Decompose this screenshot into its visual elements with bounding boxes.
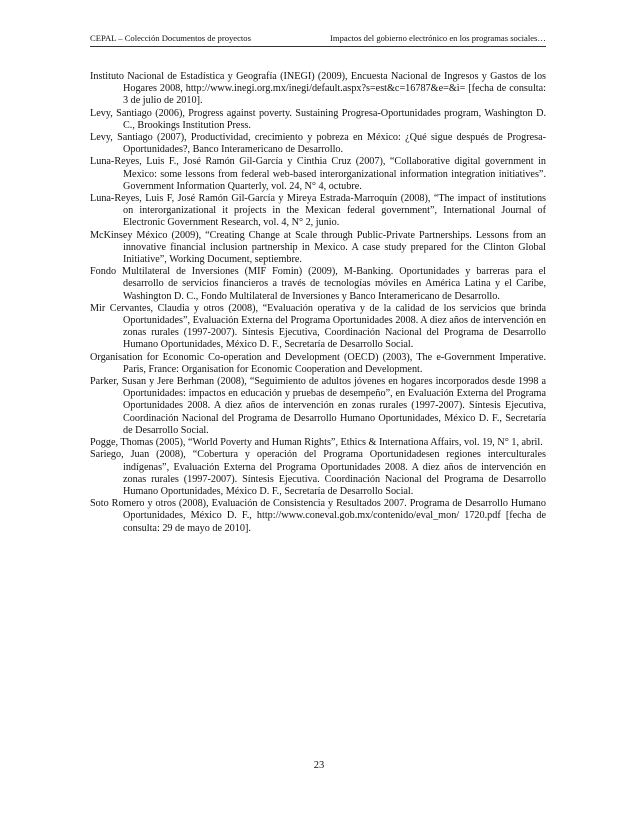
- bibliography-entry: McKinsey México (2009), “Creating Change at Scale through Public-Private Partnerships. Lessons from an innovative financial inclusion partnership in Mexico. A case study prepared for the Clinton Global Initiative”, Working Document, septiembre.: [90, 229, 546, 266]
- header-rule: [90, 46, 546, 47]
- bibliography-entry: Instituto Nacional de Estadística y Geografía (INEGI) (2009), Encuesta Nacional de Ingresos y Gastos de los Hogares 2008, http://www.inegi.org.mx/inegi/default.aspx?s=est&c=16787&e=&i= [fecha de consulta: 3 de julio de 2010].: [90, 71, 546, 107]
- bibliography-entry: Fondo Multilateral de Inversiones (MIF Fomin) (2009), M-Banking. Oportunidades y barreras para el desarrollo de servicios financieros a través de tecnologías móviles en América Latina y el Caribe, Washington D. C., Fondo Multilateral de Inversiones y Banco Interamericano de Desarrollo.: [90, 266, 546, 302]
- bibliography-entry: Sariego, Juan (2008), “Cobertura y operación del Programa Oportunidadesen regiones interculturales indígenas”, Evaluación Externa del Programa Oportunidades 2008. A diez años de intervención en zonas rurales (1997-2007). Síntesis Ejecutiva. Coordinación Nacional del Programa de Desarrollo Humano Oportunidades, México D. F., Secretaría de Desarrollo Social.: [90, 449, 546, 497]
- bibliography-entry: Mir Cervantes, Claudia y otros (2008), “Evaluación operativa y de la calidad de los servicios que brinda Oportunidades”, Evaluación Externa del Programa Oportunidades 2008. A diez años de intervención en zonas rurales (1997-2007). Síntesis Ejecutiva, Coordinación Nacional del Programa de Desarrollo Humano Oportunidades, México D. F., Secretaría de Desarrollo Social.: [90, 302, 546, 351]
- page-number: 23: [313, 760, 325, 771]
- bibliography-entry: Levy, Santiago (2006), Progress against poverty. Sustaining Progresa-Oportunidades program, Washington D. C., Brookings Institution Press.: [90, 107, 546, 131]
- bibliography-entry: Luna-Reyes, Luis F., José Ramón Gil-García y Cinthia Cruz (2007), “Collaborative digital government in Mexico: some lessons from federal web-based interorganizational information integration initiatives”. Government Information Quarterly, vol. 24, N° 4, octubre.: [90, 156, 546, 192]
- header-document-title: Impactos del gobierno electrónico en los programas sociales…: [330, 33, 546, 43]
- bibliography-entry: Organisation for Economic Co-operation and Development (OECD) (2003), The e-Government Imperative. Paris, France: Organisation for Economic Cooperation and Development.: [90, 351, 546, 375]
- bibliography-entry: Levy, Santiago (2007), Productividad, crecimiento y pobreza en México: ¿Qué sigue después de Progresa-Oportunidades?, Banco Interamericano de Desarrollo.: [90, 132, 546, 156]
- bibliography-entry: Pogge, Thomas (2005), “World Poverty and Human Rights”, Ethics & Internationa Affairs, vol. 19, N° 1, abril.: [90, 437, 543, 449]
- bibliography-entry: Parker, Susan y Jere Berhman (2008), “Seguimiento de adultos jóvenes en hogares incorporados desde 1998 a Oportunidades: impactos en educación y pruebas de desempeño”, en Evaluación Externa del Programa Oportunidades 2008. A diez años de intervención en zonas rurales (1997-2007). Síntesis Ejecutiva, Coordinación Nacional del Programa de Desarrollo Humano Oportunidades, México D. F., Secretaría de Desarrollo Social.: [90, 376, 546, 436]
- bibliography-list: [90, 71, 546, 535]
- bibliography-entry: Luna-Reyes, Luis F, José Ramón Gil-García y Mireya Estrada-Marroquín (2008), “The impact of institutions on interorganizational it projects in the Mexican federal government”, International Journal of Electronic Government Research, vol. 4, N° 2, junio.: [90, 193, 546, 229]
- bibliography-entry: Soto Romero y otros (2008), Evaluación de Consistencia y Resultados 2007. Programa de Desarrollo Humano Oportunidades, México D. F., http://www.coneval.gob.mx/contenido/eval_mon/ 1720.pdf [fecha de consulta: 29 de mayo de 2010].: [90, 498, 546, 534]
- header-series-title: CEPAL – Colección Documentos de proyectos: [90, 33, 251, 43]
